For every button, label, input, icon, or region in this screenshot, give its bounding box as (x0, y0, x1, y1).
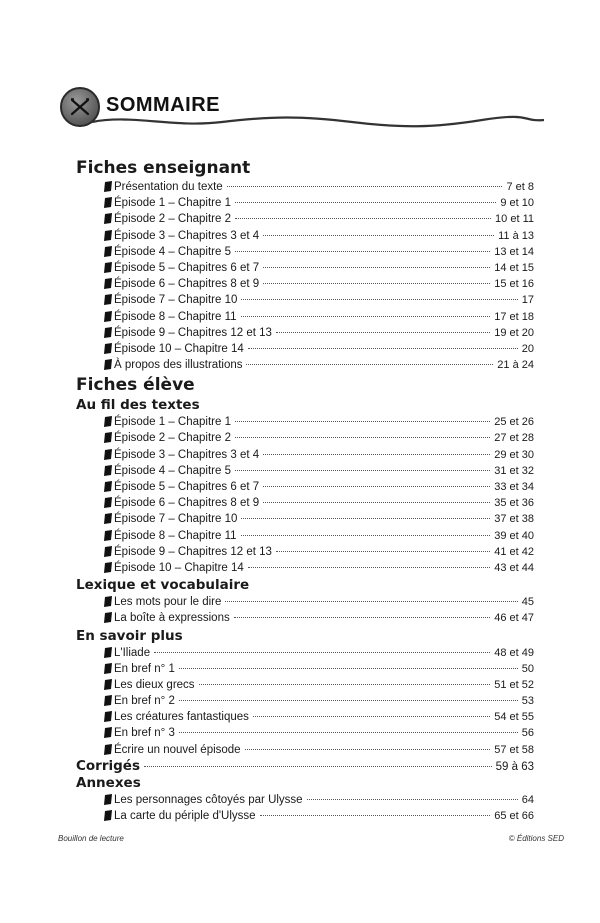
bullet-icon (104, 794, 113, 805)
toc-item[interactable]: Les créatures fantastiques 54 et 55 (76, 709, 534, 725)
bullet-icon (104, 327, 113, 338)
bullet-icon (104, 449, 113, 460)
toc-list-annexes (76, 792, 534, 824)
bullet-icon (104, 181, 113, 192)
bullet-icon (104, 744, 113, 755)
bullet-icon (104, 230, 113, 241)
bullet-icon (104, 294, 113, 305)
bullet-icon (104, 663, 113, 674)
toc-item[interactable]: Épisode 2 – Chapitre 2 10 et 11 (76, 211, 534, 227)
bullet-icon (104, 213, 113, 224)
toc-item[interactable]: Épisode 8 – Chapitre 11 39 et 40 (76, 528, 534, 544)
subsection-heading: En savoir plus (76, 627, 183, 644)
section-heading: Fiches enseignant (76, 158, 251, 178)
page-title: SOMMAIRE (106, 94, 220, 116)
toc-list-au-fil (76, 414, 534, 576)
bullet-icon (104, 246, 113, 257)
toc-list-lexique (76, 594, 534, 626)
toc-item-corriges[interactable]: Corrigés 59 à 63 (76, 757, 534, 774)
bullet-icon (104, 432, 113, 443)
title-underline (92, 110, 544, 132)
toc-item[interactable]: Épisode 5 – Chapitres 6 et 7 33 et 34 (76, 479, 534, 495)
toc-item[interactable]: Épisode 5 – Chapitres 6 et 7 14 et 15 (76, 260, 534, 276)
page-header (0, 0, 600, 140)
bullet-icon (104, 465, 113, 476)
toc-item[interactable]: Les dieux grecs 51 et 52 (76, 677, 534, 693)
table-of-contents (76, 155, 534, 824)
toc-item[interactable]: Épisode 6 – Chapitres 8 et 9 15 et 16 (76, 276, 534, 292)
toc-item[interactable]: Épisode 6 – Chapitres 8 et 9 35 et 36 (76, 495, 534, 511)
bullet-icon (104, 695, 113, 706)
toc-item[interactable]: En bref n° 1 50 (76, 661, 534, 677)
toc-item[interactable]: Épisode 9 – Chapitres 12 et 13 41 et 42 (76, 544, 534, 560)
bullet-icon (104, 416, 113, 427)
toc-item[interactable]: Écrire un nouvel épisode 57 et 58 (76, 742, 534, 758)
toc-item[interactable]: Épisode 4 – Chapitre 5 13 et 14 (76, 244, 534, 260)
bullet-icon (104, 810, 113, 821)
toc-item[interactable]: Épisode 1 – Chapitre 1 25 et 26 (76, 414, 534, 430)
bullet-icon (104, 197, 113, 208)
toc-item[interactable]: Épisode 2 – Chapitre 2 27 et 28 (76, 430, 534, 446)
toc-item[interactable]: Épisode 10 – Chapitre 14 43 et 44 (76, 560, 534, 576)
section-heading: Fiches élève (76, 375, 195, 396)
toc-item[interactable]: Épisode 1 – Chapitre 1 9 et 10 (76, 195, 534, 211)
bullet-icon (104, 311, 113, 322)
toc-item[interactable]: En bref n° 3 56 (76, 725, 534, 741)
toc-item[interactable]: Présentation du texte 7 et 8 (76, 179, 534, 195)
bullet-icon (104, 513, 113, 524)
toc-list-savoir (76, 645, 534, 758)
bullet-icon (104, 679, 113, 690)
bullet-icon (104, 343, 113, 354)
bullet-icon (104, 262, 113, 273)
page-footer (58, 834, 564, 848)
toc-item[interactable]: En bref n° 2 53 (76, 693, 534, 709)
toc-item[interactable]: Les personnages côtoyés par Ulysse 64 (76, 792, 534, 808)
toc-item[interactable]: Épisode 3 – Chapitres 3 et 4 29 et 30 (76, 447, 534, 463)
toc-item[interactable]: Épisode 9 – Chapitres 12 et 13 19 et 20 (76, 325, 534, 341)
bullet-icon (104, 727, 113, 738)
bullet-icon (104, 647, 113, 658)
footer-collection: Bouillon de lecture (58, 834, 124, 843)
toc-item[interactable]: La carte du périple d'Ulysse 65 et 66 (76, 808, 534, 824)
toc-item[interactable]: Épisode 7 – Chapitre 10 17 (76, 292, 534, 308)
toc-item[interactable]: L'Iliade 48 et 49 (76, 645, 534, 661)
bullet-icon (104, 546, 113, 557)
toc-item[interactable]: Épisode 10 – Chapitre 14 20 (76, 341, 534, 357)
bullet-icon (104, 612, 113, 623)
toc-item[interactable]: Épisode 4 – Chapitre 5 31 et 32 (76, 463, 534, 479)
bullet-icon (104, 711, 113, 722)
footer-publisher: © Éditions SED (508, 834, 564, 843)
bullet-icon (104, 359, 113, 370)
toc-item[interactable]: Épisode 7 – Chapitre 10 37 et 38 (76, 511, 534, 527)
bullet-icon (104, 278, 113, 289)
bullet-icon (104, 481, 113, 492)
subsection-heading: Lexique et vocabulaire (76, 577, 250, 594)
toc-item[interactable]: La boîte à expressions 46 et 47 (76, 610, 534, 626)
subsection-heading: Annexes (76, 775, 141, 791)
toc-item[interactable]: À propos des illustrations 21 à 24 (76, 357, 534, 373)
bullet-icon (104, 596, 113, 607)
bullet-icon (104, 562, 113, 573)
toc-item[interactable]: Les mots pour le dire 45 (76, 594, 534, 610)
bullet-icon (104, 497, 113, 508)
toc-list-enseignant (76, 179, 534, 373)
toc-item[interactable]: Épisode 8 – Chapitre 11 17 et 18 (76, 309, 534, 325)
bullet-icon (104, 530, 113, 541)
subsection-heading: Au fil des textes (76, 397, 200, 414)
toc-item[interactable]: Épisode 3 – Chapitres 3 et 4 11 à 13 (76, 228, 534, 244)
